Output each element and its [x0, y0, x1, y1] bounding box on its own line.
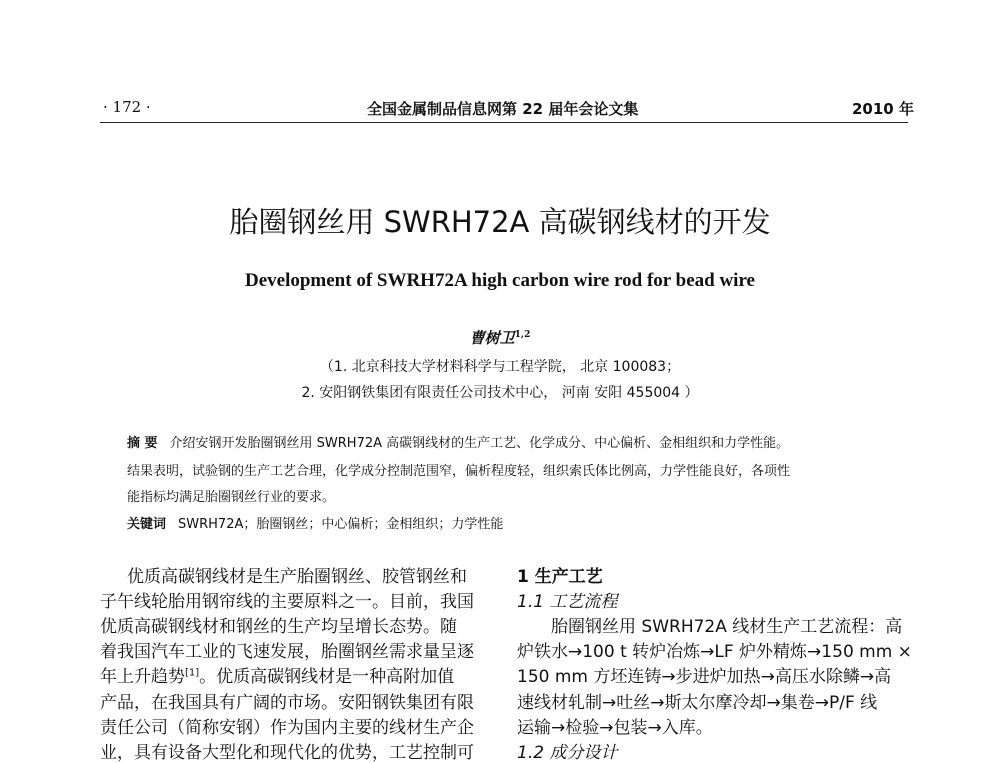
right-column-line: 胎圈钢丝用 SWRH72A 线材生产工艺流程：高	[551, 617, 903, 637]
abstract-line: 能指标均满足胎圈钢丝行业的要求。	[127, 490, 336, 505]
subsection-heading-1-1: 1.1 工艺流程	[517, 592, 618, 612]
abstract-label: 摘 要	[127, 436, 158, 451]
left-column-text: 。优质高碳钢线材是一种高附加值	[199, 667, 455, 687]
author	[0, 327, 1000, 348]
left-column-text: 年上升趋势	[100, 667, 185, 687]
left-column-line: 产品，在我国具有广阔的市场。安阳钢铁集团有限	[100, 693, 474, 713]
left-column-line: 优质高碳钢线材是生产胎圈钢丝、胶管钢丝和	[127, 567, 467, 587]
affiliation-1: （1. 北京科技大学材料科学与工程学院， 北京 100083；	[319, 359, 681, 375]
header-rule	[100, 122, 908, 123]
author-name: 曹树卫	[469, 329, 515, 347]
keywords-label: 关键词	[127, 517, 167, 532]
left-column-line: 优质高碳钢线材和钢丝的生产均呈增长态势。随	[100, 617, 457, 637]
right-column-line: 炉铁水→100 t 转炉冶炼→LF 炉外精炼→150 mm ×	[517, 642, 912, 662]
left-column-line: 子午线轮胎用钢帘线的主要原料之一。目前，我国	[100, 592, 474, 612]
keywords-line	[127, 513, 503, 532]
paper-title-english: Development of SWRH72A high carbon wire rod for bead wire	[244, 270, 755, 291]
page-number: · 172 ·	[103, 98, 151, 116]
left-column-line	[100, 662, 454, 687]
paper-title-chinese: 胎圈钢丝用 SWRH72A 高碳钢线材的开发	[229, 205, 771, 239]
subsection-heading-1-2: 1.2 成分设计	[517, 743, 618, 763]
right-column-line: 150 mm 方坯连铸→步进炉加热→高压水除鳞→高	[517, 667, 892, 687]
right-column-line: 速线材轧制→吐丝→斯太尔摩冷却→集卷→P/F 线	[517, 693, 878, 713]
keywords-text: SWRH72A；胎圈钢丝；中心偏析；金相组织；力学性能	[178, 517, 504, 532]
left-column-line: 责任公司（简称安钢）作为国内主要的线材生产企	[100, 718, 474, 738]
right-column-line: 运输→检验→包装→入库。	[517, 718, 713, 738]
abstract-line	[127, 432, 789, 451]
journal-title: 全国金属制品信息网第 22 届年会论文集	[367, 100, 639, 118]
reference-marker: [1]	[185, 667, 200, 679]
abstract-text: 介绍安钢开发胎圈钢丝用 SWRH72A 高碳钢线材的生产工艺、化学成分、中心偏析、金相组织和力学性能。	[169, 436, 790, 451]
abstract-line: 结果表明，试验钢的生产工艺合理，化学成分控制范围窄，偏析程度轻，组织索氏体比例高，力学性能良好，各项性	[127, 464, 791, 479]
author-affiliation-marker: 1,2	[514, 330, 531, 340]
left-column-line: 业，具有设备大型化和现代化的优势，工艺控制可	[100, 743, 474, 763]
left-column-line: 着我国汽车工业的飞速发展，胎圈钢丝需求量呈逐	[100, 642, 474, 662]
section-heading-1: 1 生产工艺	[517, 567, 603, 587]
publication-year: 2010 年	[852, 100, 914, 118]
affiliation-2: 2. 安阳钢铁集团有限责任公司技术中心， 河南 安阳 455004 ）	[301, 385, 699, 401]
